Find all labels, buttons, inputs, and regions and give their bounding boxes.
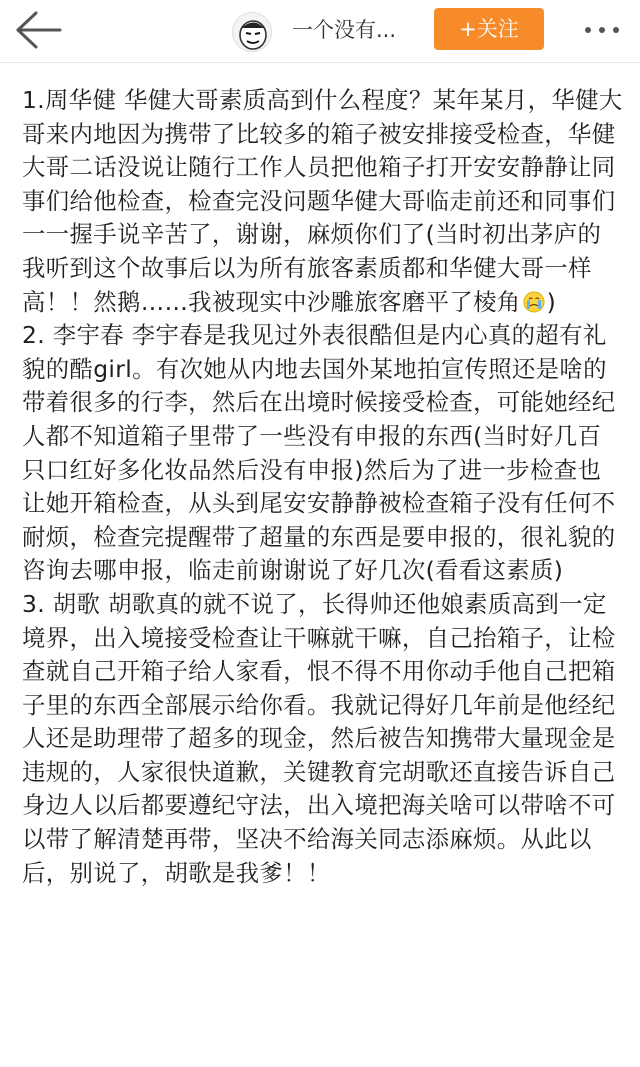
post-paragraph-1-text: 1.周华健 华健大哥素质高到什么程度？某年某月，华健大哥来内地因为携带了比较多的箱子被安排接受检查，华健大哥二话没说让随行工作人员把他箱子打开安安静静让同事们给他检查，检查完没问题华健大哥临走前还和同事们一一握手说辛苦了，谢谢，麻烦你们了(当时初出茅庐的我听到这个故事后以为所有旅客素质都和华健大哥一样高！！然鹅……我被现实中沙雕旅客磨平了棱角 — [22, 86, 623, 316]
back-arrow-icon — [12, 10, 64, 50]
post-paragraph-3: 3. 胡歌 胡歌真的就不说了，长得帅还他娘素质高到一定境界，出入境接受检查让干嘛就干嘛，自己抬箱子，让检查就自己开箱子给人家看，恨不得不用你动手他自己把箱子里的东西全部展示给你看。我就记得好几年前是他经纪人还是助理带了超多的现金，然后被告知携带大量现金是违规的，人家很快道歉，关键教育完胡歌还直接告诉自己身边人以后都要遵纪守法，出入境把海关啥可以带啥不可以带了解清楚再带，坚决不给海关同志添麻烦。从此以后，别说了，胡歌是我爹！！ — [22, 589, 616, 887]
username[interactable]: 一个没有... — [292, 18, 397, 42]
meme-face-icon — [233, 13, 272, 52]
crying-emoji-icon — [523, 289, 545, 311]
more-options-button[interactable] — [578, 16, 626, 44]
top-navigation-bar — [0, 0, 640, 63]
post-paragraph-1 — [22, 84, 624, 319]
back-button[interactable] — [12, 10, 64, 50]
avatar[interactable] — [232, 12, 272, 52]
follow-button[interactable]: +关注 — [434, 8, 544, 50]
more-dots-icon — [578, 16, 626, 44]
post-paragraph-1-tail: ) — [546, 287, 557, 316]
post-paragraph-2: 2. 李宇春 李宇春是我见过外表很酷但是内心真的超有礼貌的酷girl。有次她从内地去国外某地拍宣传照还是啥的带着很多的行李，然后在出境时候接受检查，可能她经纪人都不知道箱子里带了一些没有申报的东西(当时好几百只口红好多化妆品然后没有申报)然后为了进一步检查也让她开箱检查，从头到尾安安静静被检查箱子没有任何不耐烦，检查完提醒带了超量的东西是要申报的，很礼貌的咨询去哪申报，临走前谢谢说了好几次(看看这素质) — [22, 321, 616, 585]
post-content — [22, 84, 624, 890]
